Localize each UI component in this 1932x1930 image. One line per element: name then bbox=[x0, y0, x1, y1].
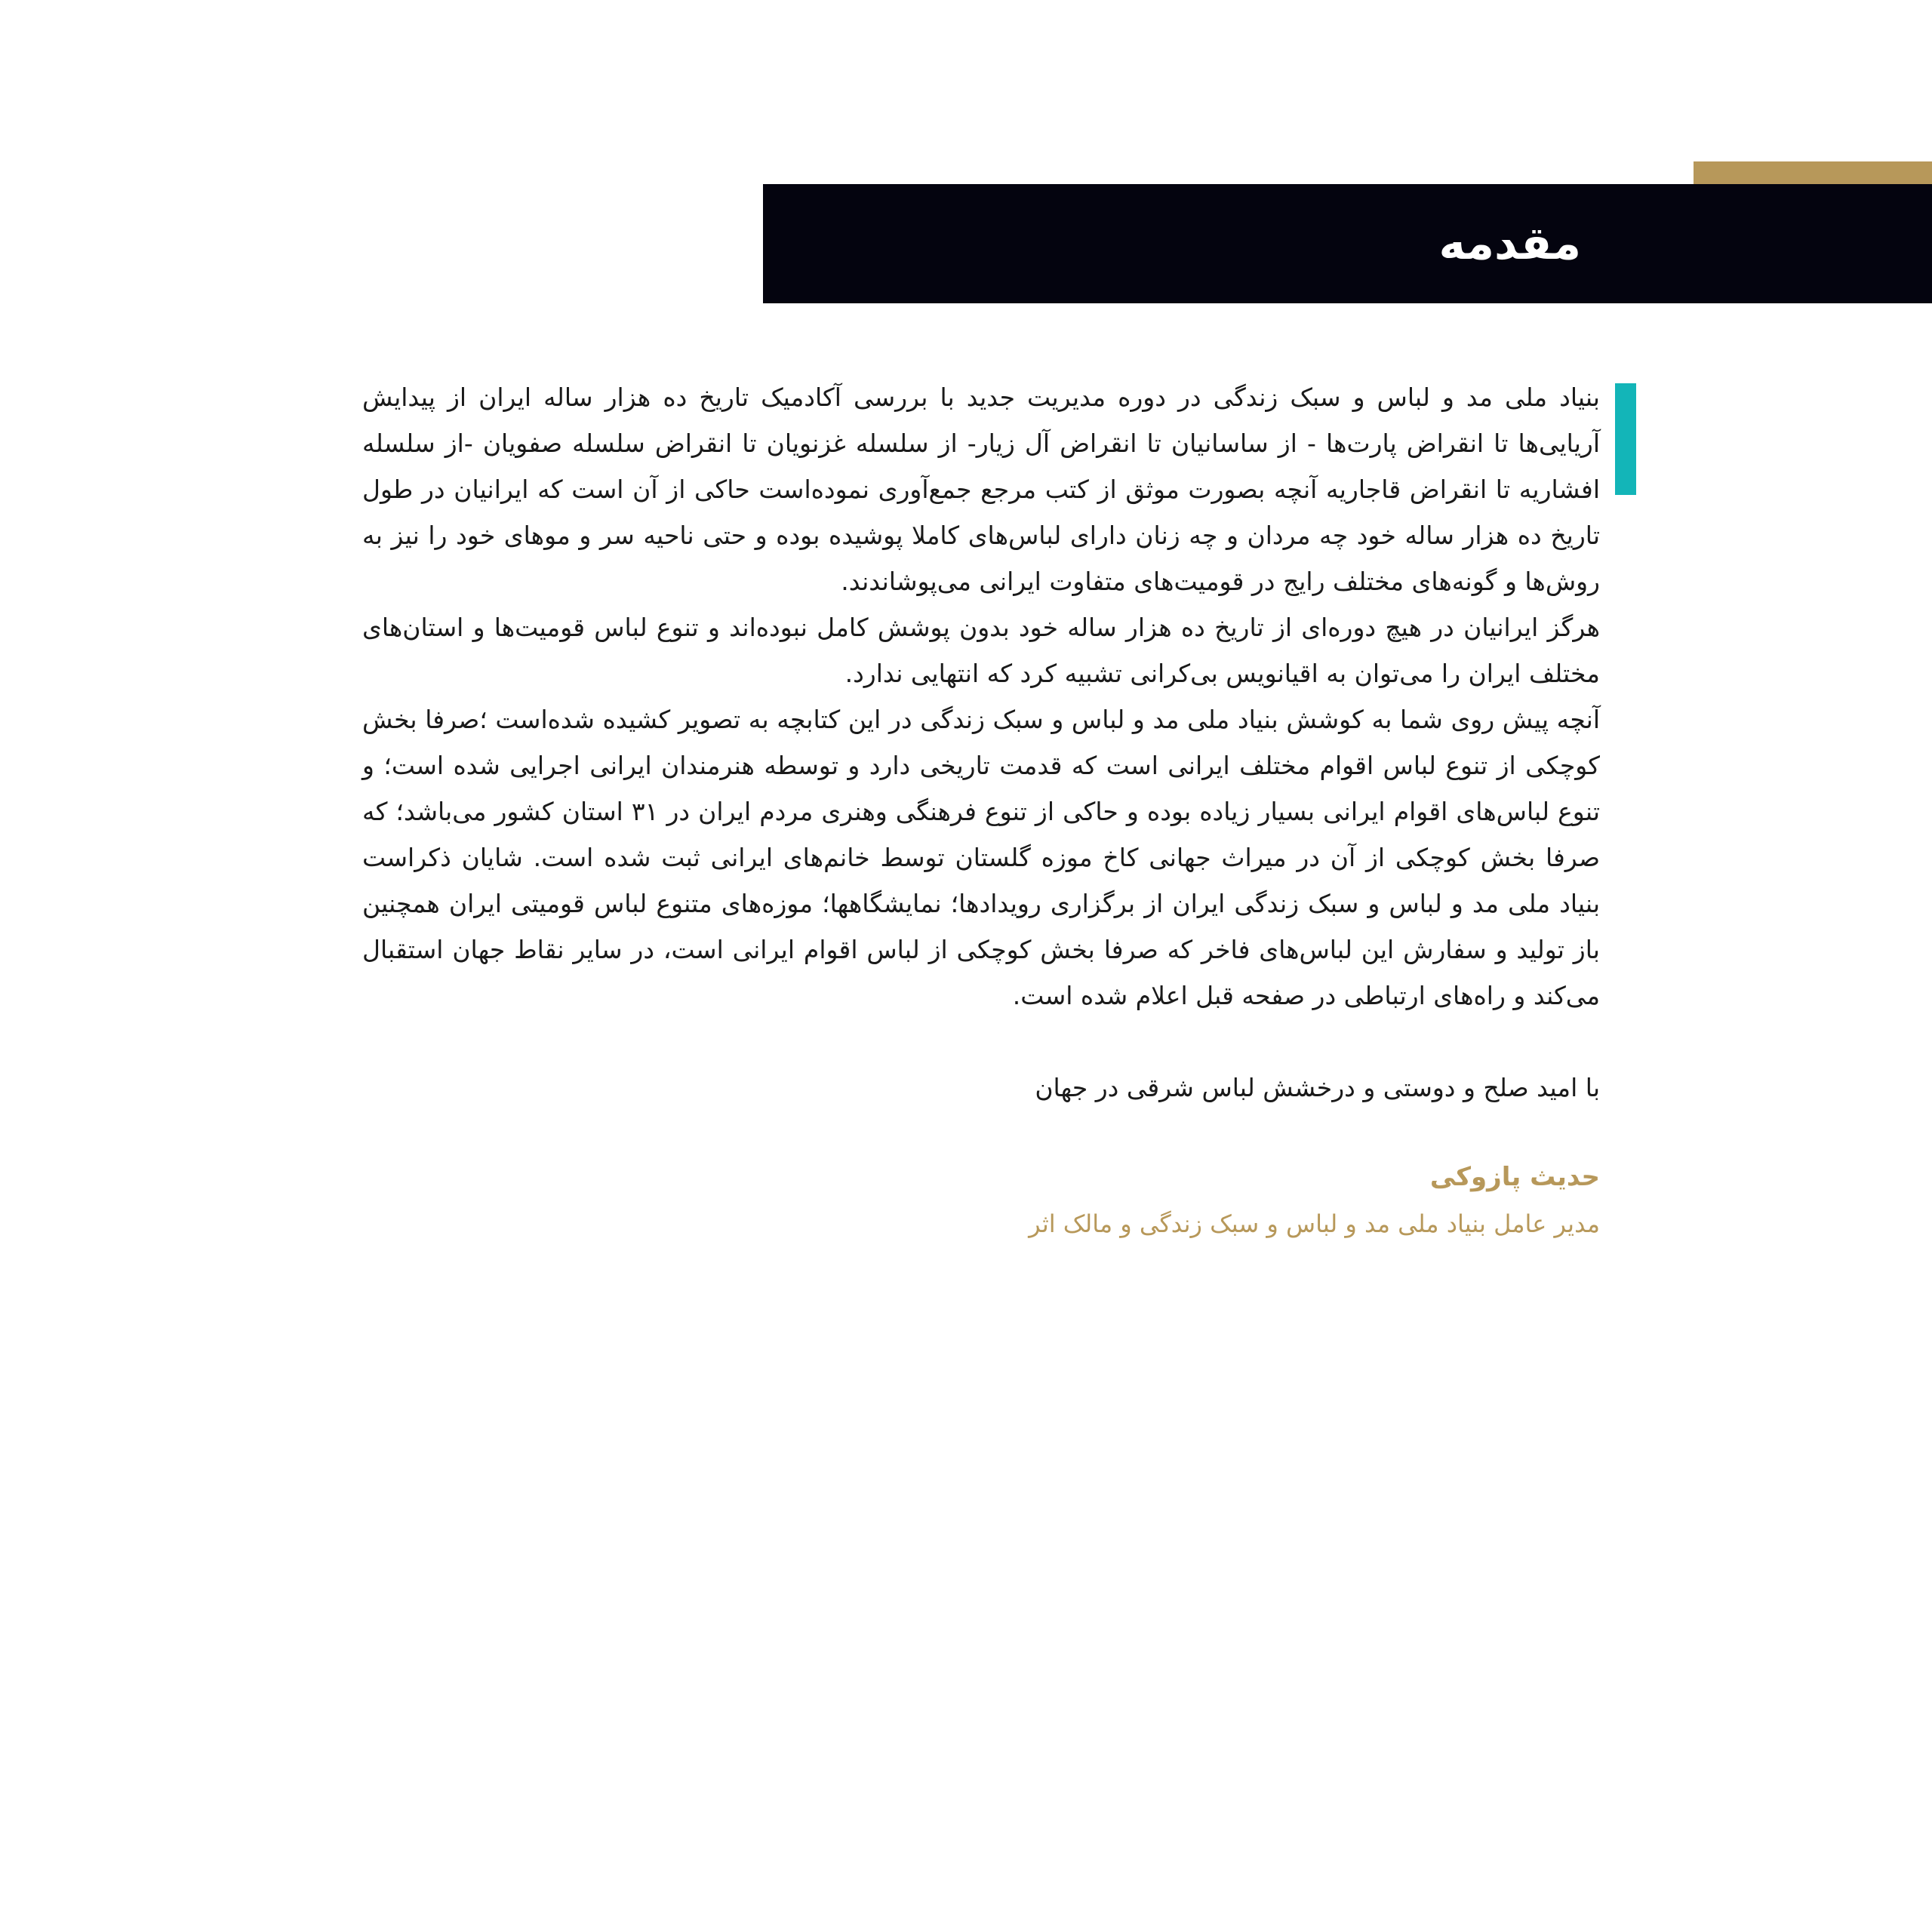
page-title: مقدمه bbox=[1438, 217, 1581, 270]
paragraph-1: بنیاد ملی مد و لباس و سبک زندگی در دوره مدیریت جدید با بررسی آکادمیک تاریخ ده هزار ساله ایران از پیدایش آریایی‌ها تا انقراض پارت‌ها - از ساسانیان تا انقراض آل زیار- از سلسله غزنویان تا انقراض سلسله صفویان -از سلسله افشاریه تا انقراض قاجاریه آنچه بصورت موثق از کتب مرجع جمع‌آوری نموده‌است حاکی از آن است که ایرانیان در طول تاریخ ده هزار ساله خود چه مردان و چه زنان دارای لباس‌های کاملا پوشیده بوده و حتی ناحیه سر و موهای خود را نیز به روش‌ها و گونه‌های مختلف رایج در قومیت‌های متفاوت ایرانی می‌پوشاندند. bbox=[362, 383, 1600, 596]
signature-role: مدیر عامل بنیاد ملی مد و لباس و سبک زندگی و مالک اثر bbox=[1029, 1209, 1600, 1238]
teal-accent-bar bbox=[1615, 383, 1636, 495]
gold-accent-bar bbox=[1694, 161, 1932, 184]
closing-line: با امید صلح و دوستی و درخشش لباس شرقی در جهان bbox=[1035, 1073, 1600, 1102]
paragraph-3: آنچه پیش روی شما به کوشش بنیاد ملی مد و لباس و سبک زندگی در این کتابچه به تصویر کشیده شده‌است ؛صرفا بخش کوچکی از تنوع لباس اقوام مختلف ایرانی است که قدمت تاریخی دارد و توسطه هنرمندان ایرانی اجرایی شده است؛ و تنوع لباس‌های اقوام ایرانی بسیار زیاده بوده و حاکی از تنوع فرهنگی وهنری مردم ایران در ۳۱ استان کشور می‌باشد؛ که صرفا بخش کوچکی از آن در میراث جهانی کاخ موزه گلستان توسط خانم‌های ایرانی ثبت شده است. شایان ذکراست بنیاد ملی مد و لباس و سبک زندگی ایران از برگزاری رویدادها؛ نمایشگاهها؛ موزه‌های متنوع لباس قومیتی ایران همچنین باز تولید و سفارش این لباس‌های فاخر که صرفا بخش کوچکی از لباس اقوام ایرانی است، در سایر نقاط جهان استقبال می‌کند و راه‌های ارتباطی در صفحه قبل اعلام شده است. bbox=[362, 705, 1600, 1010]
signature-name: حدیث پازوکی bbox=[1429, 1162, 1600, 1192]
paragraph-2: هرگز ایرانیان در هیچ دوره‌ای از تاریخ ده هزار ساله خود بدون پوشش کامل نبوده‌اند و تنوع لباس قومیت‌ها و استان‌های مختلف ایران را می‌توان به اقیانویس بی‌کرانی تشبیه کرد که انتهایی ندارد. bbox=[362, 613, 1600, 688]
body-content bbox=[362, 374, 1600, 1246]
title-banner bbox=[763, 184, 1932, 303]
